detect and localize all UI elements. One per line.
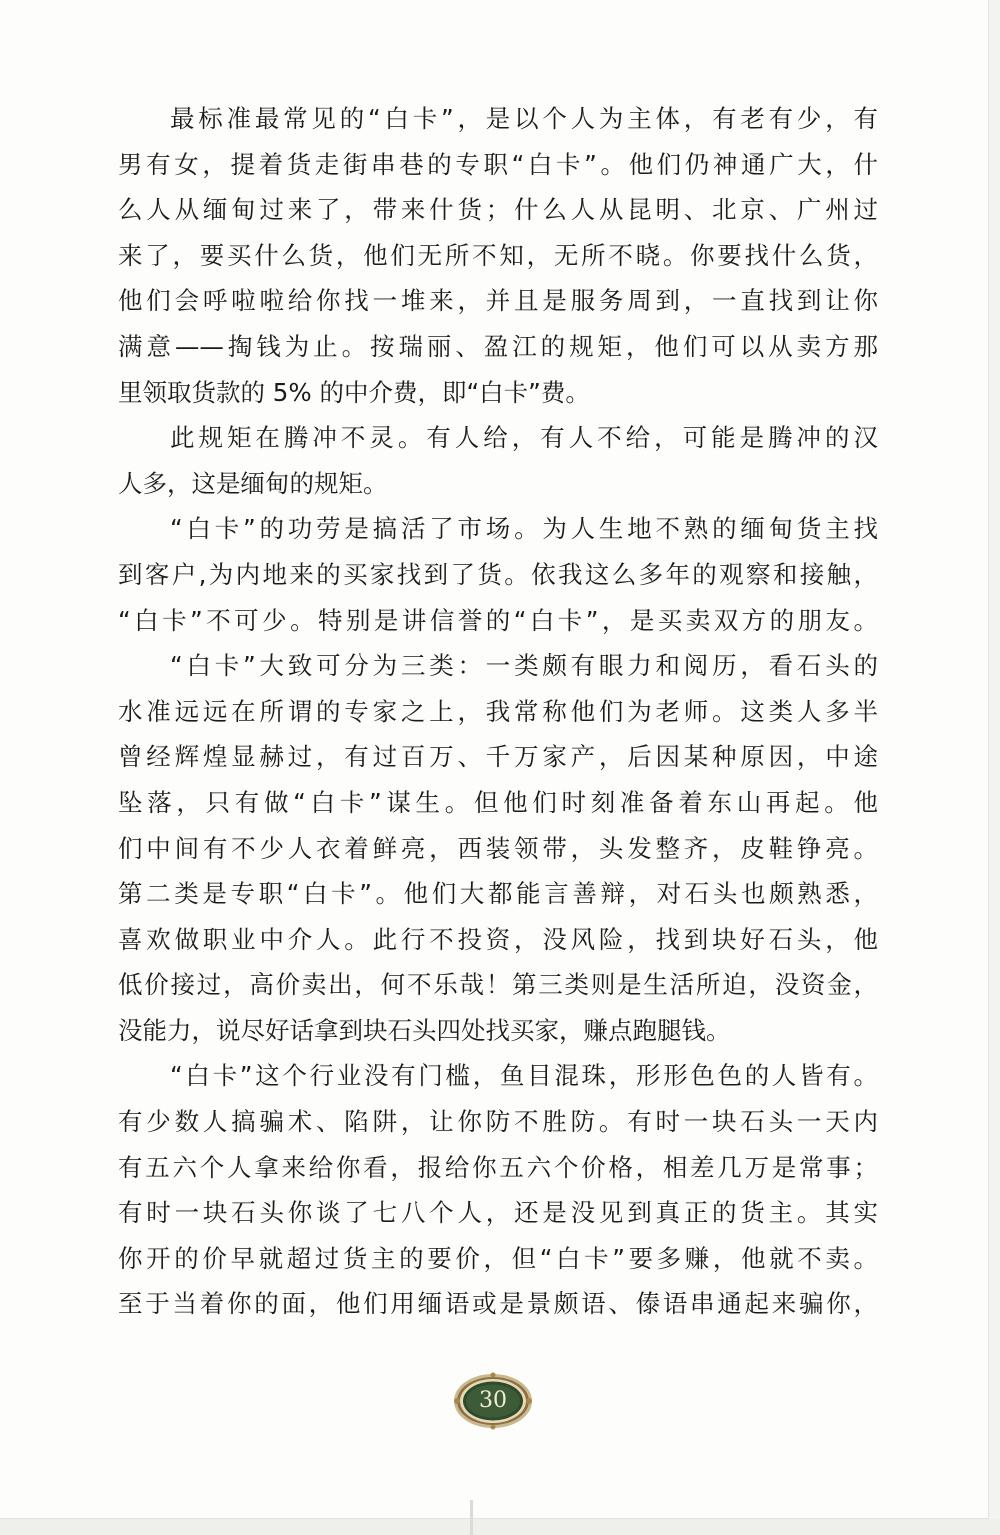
text-line: 至于当着你的面，他们用缅语或是景颇语、傣语串通起来骗你， — [118, 1289, 878, 1319]
binding-mark — [470, 1500, 473, 1535]
text-line: 曾经辉煌显赫过，有过百万、千万家产，后因某种原因，中途 — [118, 742, 878, 772]
text-line: 坠落，只有做“白卡”谋生。但他们时刻准备着东山再起。他 — [118, 787, 878, 817]
text-line: 有少数人搞骗术、陷阱，让你防不胜防。有时一块石头一天内 — [118, 1107, 878, 1137]
body-text — [118, 96, 878, 1327]
text-line: 里领取货款的 5% 的中介费，即“白卡”费。 — [118, 377, 590, 407]
text-line: 人多，这是缅甸的规矩。 — [118, 468, 388, 498]
text-line: “白卡”的功劳是搞活了市场。为人生地不熟的缅甸货主找 — [170, 514, 878, 544]
text-line: 们中间有不少人衣着鲜亮，西装领带，头发整齐，皮鞋铮亮。 — [118, 833, 878, 863]
text-line: “白卡”不可少。特别是讲信誉的“白卡”，是买卖双方的朋友。 — [118, 605, 878, 635]
page-number: 30 — [479, 1388, 507, 1413]
text-line: 第二类是专职“白卡”。他们大都能言善辩，对石头也颇熟悉， — [118, 879, 878, 909]
text-line: 没能力，说尽好话拿到块石头四处找买家，赚点跑腿钱。 — [118, 1015, 731, 1045]
text-line: 低价接过，高价卖出，何不乐哉！第三类则是生活所迫，没资金， — [118, 970, 878, 1000]
text-line: 喜欢做职业中介人。此行不投资，没风险，找到块好石头，他 — [118, 924, 878, 954]
text-line: 到客户,为内地来的买家找到了货。依我这么多年的观察和接触， — [118, 559, 878, 589]
text-line: “白卡”大致可分为三类：一类颇有眼力和阅历，看石头的 — [170, 651, 878, 681]
text-line: “白卡”这个行业没有门槛，鱼目混珠，形形色色的人皆有。 — [170, 1061, 878, 1091]
text-line: 么人从缅甸过来了，带来什货；什么人从昆明、北京、广州过 — [118, 195, 878, 225]
text-line: 最标准最常见的“白卡”，是以个人为主体，有老有少，有 — [170, 104, 878, 133]
page-number-badge — [452, 1372, 534, 1430]
text-line: 有五六个人拿来给你看，报给你五六个价格，相差几万是常事； — [118, 1152, 878, 1182]
page-bottom-edge — [0, 1519, 1000, 1535]
text-line: 你开的价早就超过货主的要价，但“白卡”要多赚，他就不卖。 — [118, 1243, 878, 1273]
text-line: 男有女，提着货走街串巷的专职“白卡”。他们仍神通广大，什 — [118, 149, 878, 179]
text-line: 此规矩在腾冲不灵。有人给，有人不给，可能是腾冲的汉 — [170, 423, 878, 453]
text-line: 来了，要买什么货，他们无所不知，无所不晓。你要找什么货， — [118, 240, 878, 270]
text-line: 有时一块石头你谈了七八个人，还是没见到真正的货主。其实 — [118, 1198, 878, 1228]
text-line: 满意——掏钱为止。按瑞丽、盈江的规矩，他们可以从卖方那 — [118, 331, 878, 361]
text-line: 水准远远在所谓的专家之上，我常称他们为老师。这类人多半 — [118, 696, 878, 726]
text-line: 他们会呼啦啦给你找一堆来，并且是服务周到，一直找到让你 — [118, 286, 878, 316]
